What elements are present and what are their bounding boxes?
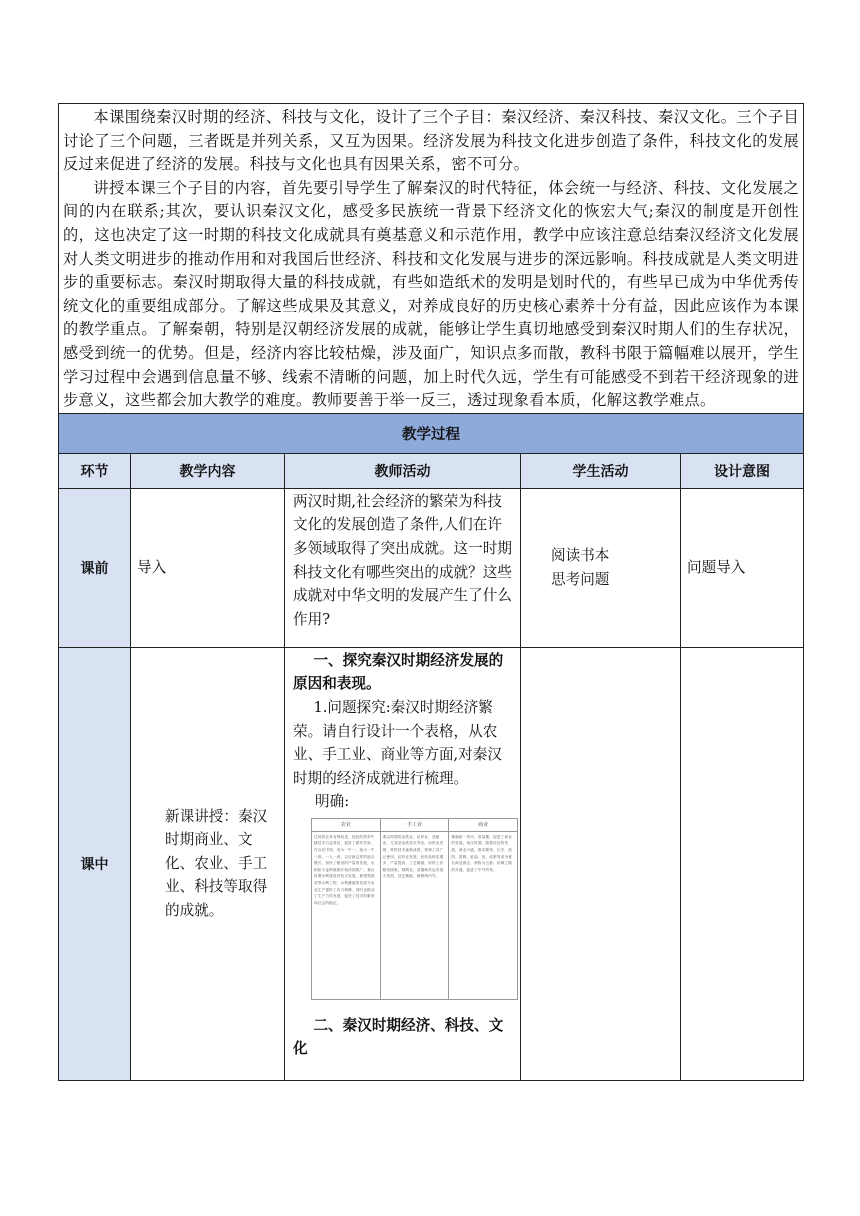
table-header-row	[59, 453, 804, 488]
economy-summary-image	[311, 818, 518, 1000]
teacher-activity-in-class	[285, 647, 521, 1080]
stage-in-class: 课中	[59, 647, 131, 1080]
lesson-plan-document	[58, 103, 803, 1081]
intro-paragraph-2: 讲授本课三个子目的内容，首先要引导学生了解秦汉的时代特征，体会统一与经济、科技、文化发展之间的内在联系;其次，要认识秦汉文化，感受多民族统一背景下经济文化的恢宏大气;秦汉的制度是开创性的，这也决定了这一时期的科技文化成就具有奠基意义和示范作用，教学中应该注意总结秦汉经济文化发展对人类文明进步的推动作用和对我国后世经济、科技和文化发展与进步的深远影响。科技成就是人类文明进步的重要标志。秦汉时期取得大量的科技成就，有些如造纸术的发明是划时代的，有些早已成为中华优秀传统文化的重要组成部分。了解这些成果及其意义，对养成良好的历史核心素养十分有益，因此应该作为本课的教学重点。了解秦朝，特别是汉朝经济发展的成就，能够让学生真切地感受到秦汉时期人们的生存状况，感受到统一的优势。但是，经济内容比较枯燥，涉及面广，知识点多而散，教科书限于篇幅难以展开，学生学习过程中会遇到信息量不够、线索不清晰的问题，加上时代久远，学生有可能感受不到若干经济现象的进步意义，这些都会加大教学的难度。教师要善于举一反三，透过现象看本质，化解这教学难点。	[63, 178, 800, 410]
design-intent-in-class	[681, 647, 804, 1080]
mini-header-handicraft: 手工业	[381, 819, 450, 831]
student-activity-line-1: 阅读书本	[551, 547, 610, 565]
intro-paragraph-1: 本课围绕秦汉时期的经济、科技与文化，设计了三个子目：秦汉经济、秦汉科技、秦汉文化。三个子目讨论了三个问题，三者既是并列关系，又互为因果。经济发展为科技文化进步创造了条件，科技文化的发展反过来促进了经济的发展。科技与文化也具有因果关系，密不可分。	[63, 108, 800, 174]
student-activity-pre-class	[521, 488, 681, 647]
teaching-analysis-cell	[59, 104, 804, 414]
student-activity-line-2: 思考问题	[551, 570, 610, 588]
student-activity-in-class	[521, 647, 681, 1080]
mini-table-header	[312, 819, 517, 832]
stage-pre-class: 课前	[59, 488, 131, 647]
teacher-heading-2: 二、秦汉时期经济、科技、文化	[293, 1016, 504, 1058]
teacher-activity-pre-class: 两汉时期,社会经济的繁荣为科技文化的发展创造了条件,人们在许多领域取得了突出成就。这一时期科技文化有哪些突出的成就？这些成就对中华文明的发展产生了什么作用?	[285, 488, 521, 647]
mini-table-body	[312, 832, 517, 999]
header-design-intent: 设计意图	[681, 453, 804, 488]
mini-col-handicraft: 秦汉时期的冶铁业、纺织业、造船业，尤其是冶铁技术突出。冶铁业发展，炼铁技术逐渐成熟，铁制工具广泛使用，纺织业发展，丝织品种类增多，产量提高，工艺精湛，织物上有精美图案。制陶业、漆器制作也有很大发展，技艺精湛，畅销海内外。	[381, 832, 450, 999]
table-row-in-class	[59, 647, 804, 1080]
header-student-activity: 学生活动	[521, 453, 681, 488]
mini-header-agriculture: 农业	[312, 819, 381, 831]
mini-header-commerce: 商业	[478, 821, 489, 828]
content-in-class: 新课讲授：秦汉时期商业、文化、农业、手工业、科技等取得的成就。	[131, 647, 285, 1080]
intro-row	[59, 104, 804, 414]
teacher-heading-1: 一、探究秦汉时期经济发展的原因和表现。	[293, 651, 504, 693]
header-content: 教学内容	[131, 453, 285, 488]
header-teacher-activity: 教师活动	[285, 453, 521, 488]
teacher-question: 1.问题探究:秦汉时期经济繁荣。请自行设计一个表格，从农业、手工业、商业等方面,对秦汉时期的经济成就进行梳理。	[293, 698, 502, 787]
design-intent-pre-class: 问题导入	[681, 488, 804, 647]
mini-col-commerce: 秦朝统一货币、度量衡，促进了商业的发展。西汉时期，随着经济的发展，商业兴盛，都市繁荣，长安、洛阳、邯郸、临淄、宛、成都等成为著名商业都会，被称为五都。丝绸之路的开通，促进了中外贸易。	[451, 834, 513, 872]
teacher-answer-label: 明确:	[315, 793, 350, 811]
mini-col-agriculture: 过河的农具有利改进，因此的铁犁牛耕技术日益普及，促进了耕作效率，在以后中国，成为一牛一，就为一牛一套。一人一套，以后就这样的组合模式，加快了粮食的产量的发展，水稻和小麦种植都开始得到推广。秦汉时期水利建设有较大发展，修建郑国渠等水利工程，水利灌溉的发展为农业生产提供了有力保障，同时也推动了生产力的发展，促进了经济的繁荣和社会的稳定。	[312, 832, 381, 999]
lesson-plan-table	[58, 103, 804, 1081]
content-pre-class: 导入	[131, 488, 285, 647]
header-stage: 环节	[59, 453, 131, 488]
section-title: 教学过程	[59, 413, 804, 453]
table-row-pre-class	[59, 488, 804, 647]
section-title-row	[59, 413, 804, 453]
